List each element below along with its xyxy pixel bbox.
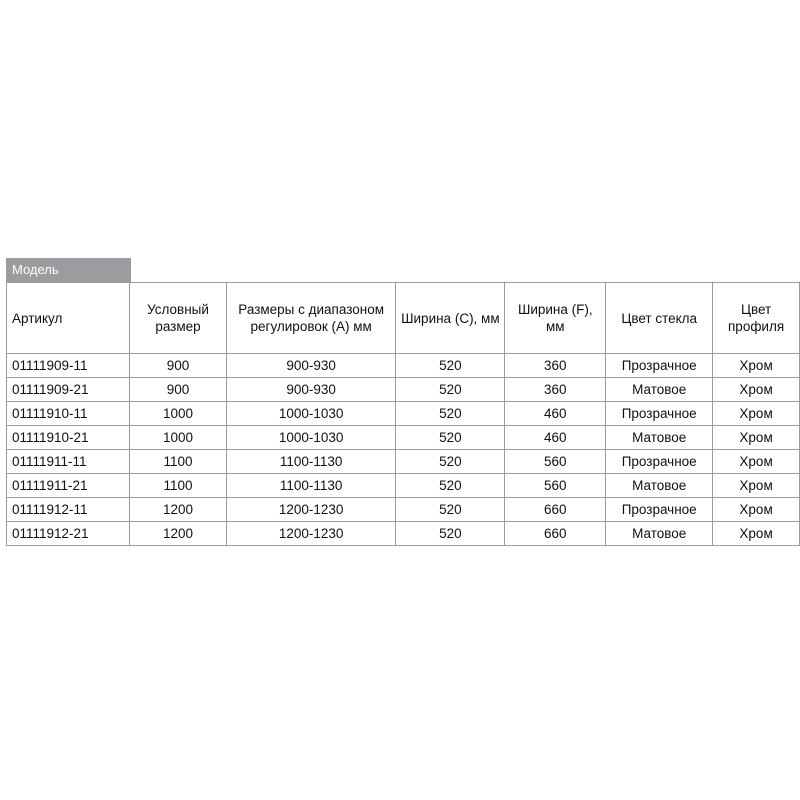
cell-dimensions-range: 900-930 bbox=[226, 354, 395, 378]
cell-nominal-size: 900 bbox=[130, 354, 227, 378]
cell-glass-color: Матовое bbox=[606, 378, 713, 402]
header-width-f: Ширина (F), мм bbox=[505, 283, 606, 354]
cell-nominal-size: 900 bbox=[130, 378, 227, 402]
cell-width-c: 520 bbox=[396, 426, 505, 450]
cell-profile-color: Хром bbox=[713, 378, 800, 402]
cell-dimensions-range: 900-930 bbox=[226, 378, 395, 402]
cell-article: 01111909-21 bbox=[7, 378, 130, 402]
cell-nominal-size: 1000 bbox=[130, 426, 227, 450]
cell-width-f: 560 bbox=[505, 474, 606, 498]
cell-width-c: 520 bbox=[396, 498, 505, 522]
header-glass-color: Цвет стекла bbox=[606, 283, 713, 354]
cell-article: 01111910-11 bbox=[7, 402, 130, 426]
table-row bbox=[7, 378, 800, 402]
cell-dimensions-range: 1200-1230 bbox=[226, 498, 395, 522]
cell-profile-color: Хром bbox=[713, 474, 800, 498]
table-row bbox=[7, 498, 800, 522]
cell-glass-color: Прозрачное bbox=[606, 498, 713, 522]
cell-profile-color: Хром bbox=[713, 450, 800, 474]
cell-width-f: 360 bbox=[505, 378, 606, 402]
header-profile-color: Цвет профиля bbox=[713, 283, 800, 354]
cell-glass-color: Прозрачное bbox=[606, 354, 713, 378]
table-row bbox=[7, 426, 800, 450]
cell-dimensions-range: 1100-1130 bbox=[226, 450, 395, 474]
product-spec-table bbox=[6, 282, 800, 546]
cell-glass-color: Матовое bbox=[606, 426, 713, 450]
cell-article: 01111909-11 bbox=[7, 354, 130, 378]
table-header-row bbox=[7, 283, 800, 354]
model-section-label: Модель bbox=[6, 258, 131, 282]
cell-dimensions-range: 1000-1030 bbox=[226, 402, 395, 426]
cell-article: 01111912-21 bbox=[7, 522, 130, 546]
header-nominal-size: Условный размер bbox=[130, 283, 227, 354]
cell-dimensions-range: 1000-1030 bbox=[226, 426, 395, 450]
cell-nominal-size: 1200 bbox=[130, 498, 227, 522]
cell-profile-color: Хром bbox=[713, 354, 800, 378]
cell-width-f: 460 bbox=[505, 426, 606, 450]
cell-glass-color: Прозрачное bbox=[606, 450, 713, 474]
cell-width-f: 660 bbox=[505, 498, 606, 522]
cell-width-c: 520 bbox=[396, 378, 505, 402]
table-row bbox=[7, 450, 800, 474]
cell-nominal-size: 1200 bbox=[130, 522, 227, 546]
cell-nominal-size: 1100 bbox=[130, 450, 227, 474]
header-width-c: Ширина (C), мм bbox=[396, 283, 505, 354]
cell-profile-color: Хром bbox=[713, 402, 800, 426]
table-row bbox=[7, 354, 800, 378]
cell-width-f: 460 bbox=[505, 402, 606, 426]
header-article: Артикул bbox=[7, 283, 130, 354]
cell-glass-color: Матовое bbox=[606, 522, 713, 546]
cell-width-c: 520 bbox=[396, 402, 505, 426]
cell-dimensions-range: 1100-1130 bbox=[226, 474, 395, 498]
cell-profile-color: Хром bbox=[713, 498, 800, 522]
table-body bbox=[7, 354, 800, 546]
cell-nominal-size: 1000 bbox=[130, 402, 227, 426]
cell-article: 01111910-21 bbox=[7, 426, 130, 450]
table-row bbox=[7, 402, 800, 426]
cell-profile-color: Хром bbox=[713, 426, 800, 450]
cell-dimensions-range: 1200-1230 bbox=[226, 522, 395, 546]
cell-profile-color: Хром bbox=[713, 522, 800, 546]
cell-width-c: 520 bbox=[396, 450, 505, 474]
cell-article: 01111912-11 bbox=[7, 498, 130, 522]
cell-width-f: 560 bbox=[505, 450, 606, 474]
cell-nominal-size: 1100 bbox=[130, 474, 227, 498]
header-dimensions-range: Размеры с диапазоном регулировок (A) мм bbox=[226, 283, 395, 354]
cell-width-f: 660 bbox=[505, 522, 606, 546]
cell-article: 01111911-11 bbox=[7, 450, 130, 474]
cell-width-c: 520 bbox=[396, 474, 505, 498]
cell-glass-color: Прозрачное bbox=[606, 402, 713, 426]
cell-glass-color: Матовое bbox=[606, 474, 713, 498]
cell-width-c: 520 bbox=[396, 522, 505, 546]
table-row bbox=[7, 474, 800, 498]
table-row bbox=[7, 522, 800, 546]
cell-article: 01111911-21 bbox=[7, 474, 130, 498]
cell-width-c: 520 bbox=[396, 354, 505, 378]
cell-width-f: 360 bbox=[505, 354, 606, 378]
